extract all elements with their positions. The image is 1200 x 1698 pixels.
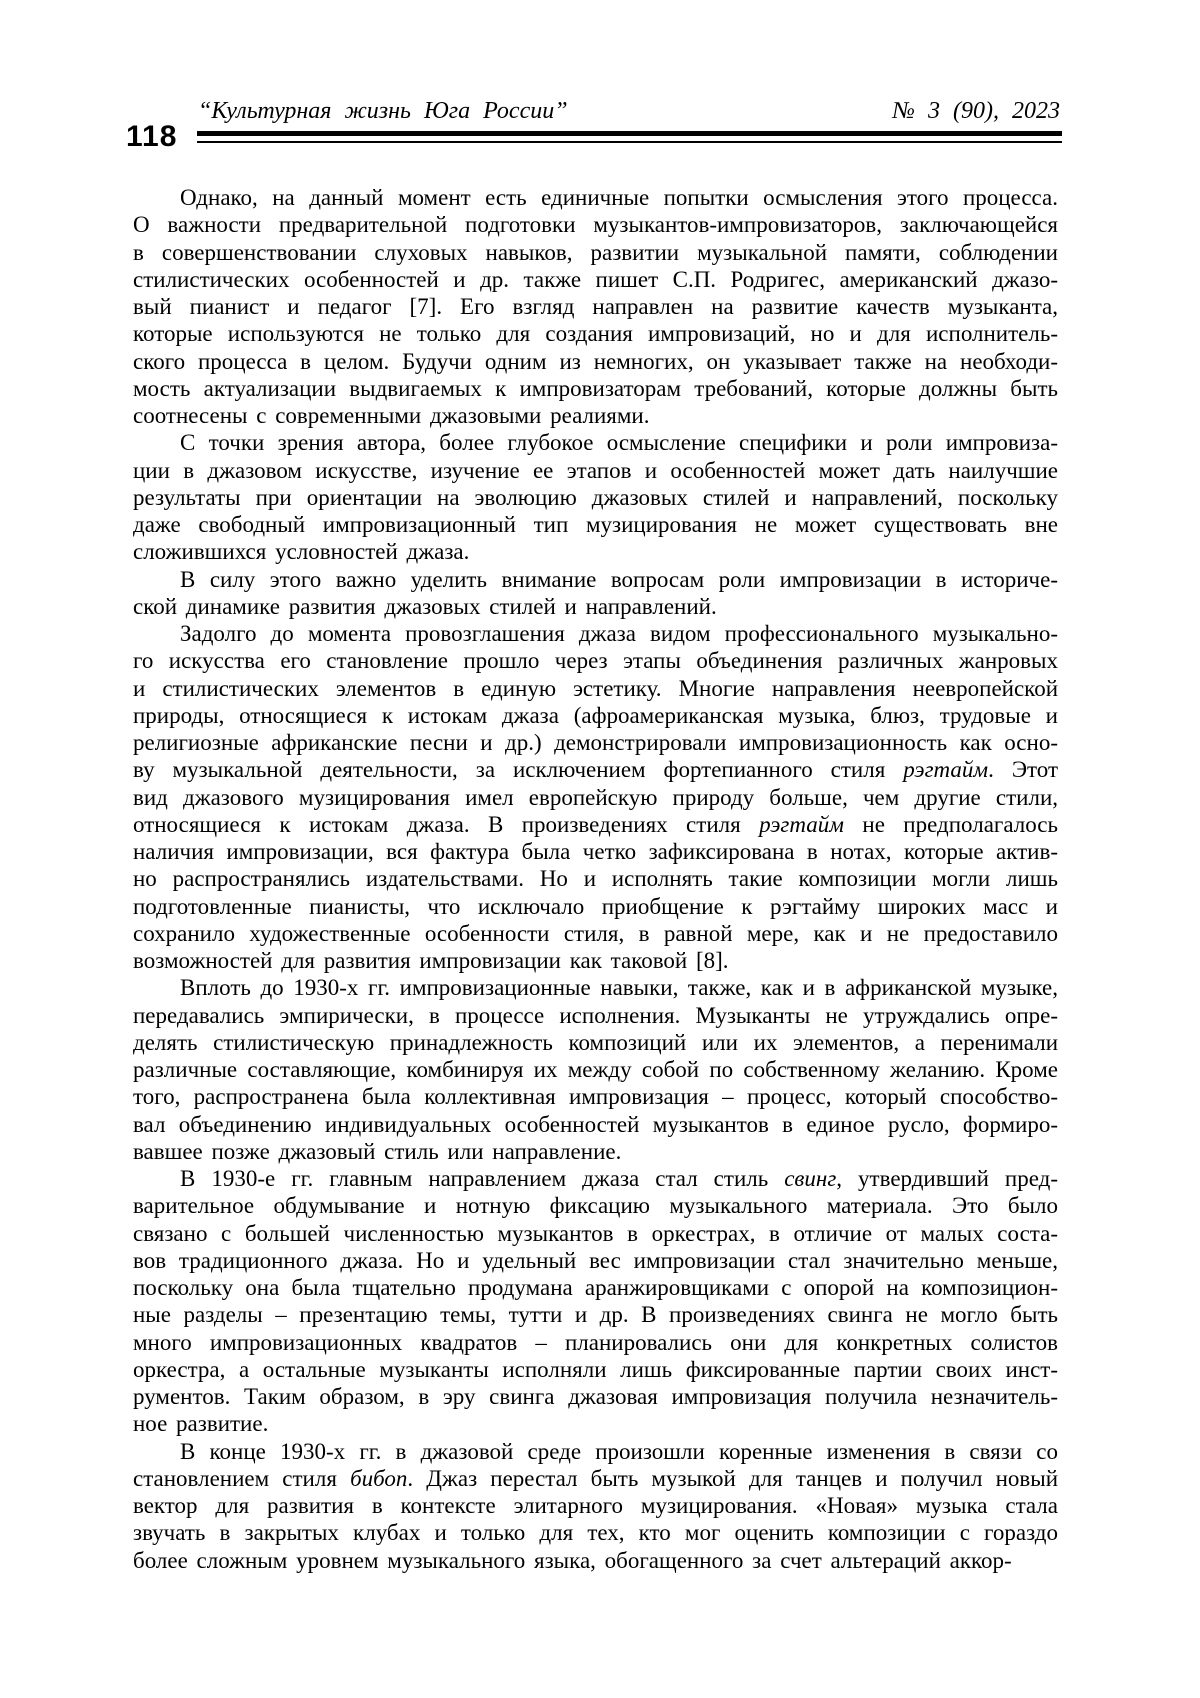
text-line: вид джазового музицирования имел европейскую природу больше, чем другие стили,: [133, 784, 1058, 810]
text-line: связано с большей численностью музыкантов в оркестрах, в отличие от малых соста-: [133, 1220, 1058, 1246]
text-line: даже свободный импровизационный тип музицирования не может существовать вне: [133, 512, 1058, 537]
text-line: оркестра, а остальные музыканты исполняли лишь фиксированные партии своих инст-: [133, 1356, 1058, 1382]
article-text: [133, 184, 1058, 1574]
text-line: ского процесса в целом. Будучи одним из немногих, он указывает также на необходи-: [133, 348, 1058, 374]
text-line: соотнесены с современными джазовыми реалиями.: [133, 403, 650, 428]
paragraph: [133, 566, 1058, 621]
text-line: сложившихся условностей джаза.: [133, 539, 470, 565]
text-line: вый пианист и педагог [7]. Его взгляд направлен на развитие качеств музыканта,: [133, 294, 1058, 319]
text-line: ву музыкальной деятельности, за исключением фортепианного стиля рэгтайм. Этот: [133, 757, 1058, 783]
text-line: вавшее позже джазовый стиль или направление.: [133, 1138, 622, 1164]
text-line: сохранило художественные особенности стиля, в равной мере, как и не предоставило: [133, 920, 1058, 946]
text-line: делять стилистическую принадлежность композиций или их элементов, а перенимали: [133, 1029, 1058, 1055]
text-line: О важности предварительной подготовки музыкантов-импровизаторов, заключающейся: [133, 212, 1058, 238]
text-line: Однако, на данный момент есть единичные попытки осмысления этого процесса.: [180, 185, 1058, 210]
text-line: вов традиционного джаза. Но и удельный вес импровизации стал значительно меньше,: [133, 1247, 1058, 1273]
text-line: становлением стиля бибоп. Джаз перестал быть музыкой для танцев и получил новый: [133, 1465, 1058, 1491]
paragraph: [133, 620, 1058, 974]
text-line: но распространялись издательствами. Но и исполнять такие композиции могли лишь: [133, 866, 1058, 892]
text-line: поскольку она была тщательно продумана аранжировщиками с опорой на композицион-: [133, 1275, 1058, 1300]
text-line: результаты при ориентации на эволюцию джазовых стилей и направлений, поскольку: [133, 484, 1058, 510]
text-line: В силу этого важно уделить внимание вопросам роли импровизации в историче-: [180, 566, 1058, 592]
text-line: го искусства его становление прошло через этапы объединения различных жанровых: [133, 648, 1058, 674]
journal-title: “Культурная жизнь Юга России”: [198, 98, 568, 124]
text-line: которые используются не только для создания импровизаций, но и для исполнитель-: [133, 321, 1058, 347]
header-rule-thick: [197, 131, 1062, 136]
text-line: вал объединению индивидуальных особенностей музыкантов в единое русло, формиро-: [133, 1111, 1058, 1137]
issue-number: № 3 (90), 2023: [892, 98, 1060, 124]
text-line: того, распространена была коллективная импровизация – процесс, который способство-: [133, 1084, 1058, 1110]
header-rule-thin: [197, 141, 1062, 143]
text-line: рументов. Таким образом, в эру свинга джазовая импровизация получила незначитель-: [133, 1384, 1058, 1409]
text-line: Задолго до момента провозглашения джаза видом профессионального музыкально-: [180, 621, 1058, 646]
text-line: звучать в закрытых клубах и только для тех, кто мог оценить композиции с гораздо: [133, 1520, 1058, 1546]
text-line: ской динамике развития джазовых стилей и направлений.: [133, 593, 717, 619]
text-line: природы, относящиеся к истокам джаза (афроамериканская музыка, блюз, трудовые и: [133, 702, 1058, 728]
text-line: много импровизационных квадратов – планировались они для конкретных солистов: [133, 1329, 1058, 1355]
text-line: С точки зрения автора, более глубокое осмысление специфики и роли импровиза-: [180, 430, 1058, 456]
text-line: и стилистических элементов в единую эстетику. Многие направления неевропейской: [133, 675, 1058, 701]
paragraph: [133, 429, 1058, 565]
text-line: подготовленные пианисты, что исключало приобщение к рэгтайму широких масс и: [133, 893, 1058, 919]
text-line: ные разделы – презентацию темы, тутти и др. В произведениях свинга не могло быть: [133, 1302, 1058, 1328]
text-line: ное развитие.: [133, 1411, 269, 1437]
paragraph: [133, 1438, 1058, 1574]
paragraph: [133, 1165, 1058, 1438]
text-line: В конце 1930-х гг. в джазовой среде произошли коренные изменения в связи со: [180, 1438, 1058, 1464]
text-line: варительное обдумывание и нотную фиксацию музыкального материала. Это было: [133, 1193, 1058, 1219]
text-line: в совершенствовании слуховых навыков, развитии музыкальной памяти, соблюдении: [133, 239, 1058, 265]
text-line: передавались эмпирически, в процессе исполнения. Музыканты не утруждались опре-: [133, 1002, 1058, 1028]
page-number: 118: [126, 120, 178, 153]
text-line: религиозные африканские песни и др.) демонстрировали импровизационность как осно-: [133, 730, 1058, 755]
text-line: наличия импровизации, вся фактура была четко зафиксирована в нотах, которые актив-: [133, 839, 1058, 864]
text-line: ции в джазовом искусстве, изучение ее этапов и особенностей может дать наилучшие: [133, 457, 1058, 483]
paragraph: [133, 184, 1058, 429]
paragraph: [133, 974, 1058, 1165]
text-line: вектор для развития в контексте элитарного музицирования. «Новая» музыка стала: [133, 1493, 1058, 1518]
text-line: стилистических особенностей и др. также пишет С.П. Родригес, американский джазо-: [133, 266, 1058, 292]
text-line: относящиеся к истокам джаза. В произведениях стиля рэгтайм не предполагалось: [133, 811, 1058, 837]
text-line: различные составляющие, комбинируя их между собой по собственному желанию. Кроме: [133, 1057, 1058, 1082]
text-line: более сложным уровнем музыкального языка, обогащенного за счет альтераций аккор-: [133, 1547, 1012, 1573]
text-line: возможностей для развития импровизации как таковой [8].: [133, 948, 729, 973]
text-line: Вплоть до 1930-х гг. импровизационные навыки, также, как и в африканской музыке,: [180, 975, 1058, 1001]
text-line: мость актуализации выдвигаемых к импровизаторам требований, которые должны быть: [133, 375, 1058, 401]
text-line: В 1930-е гг. главным направлением джаза стал стиль свинг, утвердивший пред-: [180, 1166, 1058, 1191]
